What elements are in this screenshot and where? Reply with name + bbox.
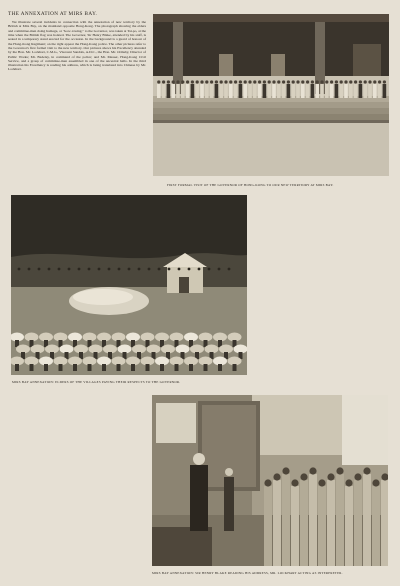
photo-governor-visit	[153, 14, 389, 176]
article-title: THE ANNEXATION AT MIRS BAY.	[8, 11, 98, 17]
photo-elders-respects-caption: MIRS BAY ANNEXATION: ELDERS OF THE VILLAGES PAYING THEIR RESPECTS TO THE GOVERNOR.	[12, 380, 181, 384]
photo-reading-address-caption: MIRS BAY ANNEXATION: SIR HENRY BLAKE READING HIS ADDRESS, MR. LOCKHART ACTING AS INTERPRETER.	[152, 571, 343, 575]
photo-elders-respects	[11, 195, 247, 375]
article-body: We illustrate several incidents in connection with the annexation of new territory by the British at Mirs Bay, on the mainland opposite Hong-Kong. The photograph showing the elders and committee-men doing homage, or "kow-towing," to the Governor, was taken at Tai-po, at the time when the British flag was hoisted. The Governor, Sir Henry Blake, attended by his staff, is seated in a temporary stand erected for the occasion. In the background is a guard of honour of the Hong-Kong Regiment; on the right appear the Hong-Kong police. The other pictures refer to the Governor's first formal visit to the new territory. Our pictures shows his Excellency attended by the Hon. Mr. Lockhart, C.M.G., Viscount Sandals, A.D.C., the Hon. Mr. Ormsby, Director of Public Works; Mr. Badeley, in command of the police; and Mr. Messer, Hong-Kong Civil Service, and a group of committee-men assembled in one of the ancestral halls. In the third illustration his Excellency is reading his address, which is being translated into Chinese by Mr. Lockhart.	[8, 20, 146, 72]
photo-governor-visit-caption: FIRST FORMAL VISIT OF THE GOVERNOR OF HONG-KONG TO OUR NEW TERRITORY AT MIRS BAY.	[167, 183, 334, 187]
photo-reading-address	[152, 395, 388, 566]
